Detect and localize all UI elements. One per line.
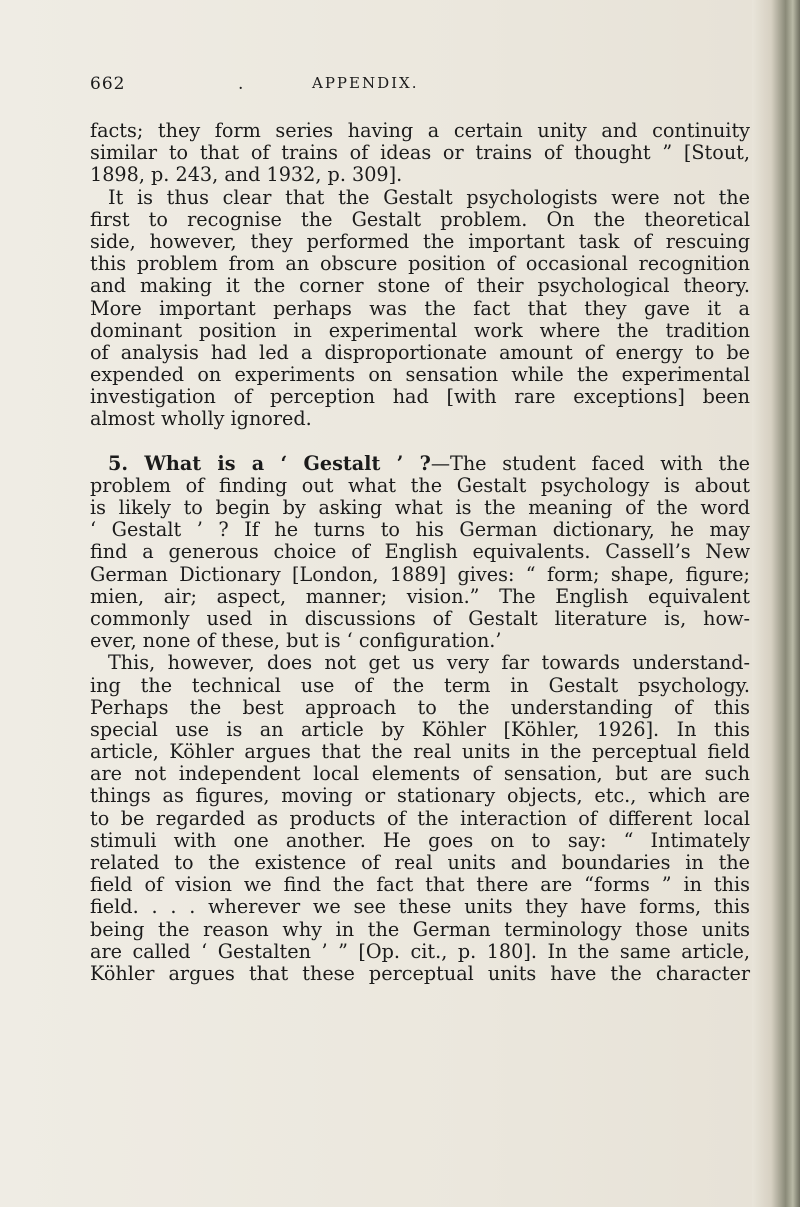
text-line: expended on experiments on sensation while the experimental bbox=[90, 363, 750, 387]
text-line: problem of finding out what the Gestalt psychology is about bbox=[90, 473, 750, 497]
text-line: side, however, they performed the important task of rescuing bbox=[90, 229, 750, 253]
text-line: Perhaps the best approach to the understanding of this bbox=[90, 695, 750, 719]
text-line: things as figures, moving or stationary objects, etc., which are bbox=[90, 784, 750, 808]
text-line: More important perhaps was the fact that they gave it a bbox=[90, 296, 750, 320]
text-line: related to the existence of real units and boundaries in the bbox=[90, 851, 750, 874]
text-line: facts; they form series having a certain unity and continuity bbox=[90, 119, 750, 142]
text-line: are called ‘ Gestalten ’ ” [Op. cit., p. 180]. In the same article, bbox=[90, 939, 750, 963]
text-line: stimuli with one another. He goes on to say: “ Intimately bbox=[90, 828, 750, 852]
text-line: special use is an article by Köhler [Köhler, 1926]. In this bbox=[90, 717, 750, 741]
text-line: German Dictionary [London, 1889] gives: “ form; shape, figure; bbox=[90, 562, 750, 586]
text-line: first to recognise the Gestalt problem. On the theoretical bbox=[90, 207, 750, 231]
section-heading: 5. What is a ‘ Gestalt ’ ? bbox=[108, 451, 431, 475]
text-line: field. . . . wherever we see these units they have forms, this bbox=[90, 895, 750, 919]
text-line: almost wholly ignored. bbox=[90, 407, 312, 431]
text-line: investigation of perception had [with rare exceptions] been bbox=[90, 385, 750, 409]
text-line: and making it the corner stone of their psychological theory. bbox=[90, 274, 750, 298]
page-edge-shadow bbox=[752, 0, 800, 1207]
header-separator: . bbox=[238, 74, 245, 94]
text-line: ing the technical use of the term in Gestalt psychology. bbox=[90, 673, 750, 697]
text-line: This, however, does not get us very far towards understand- bbox=[108, 651, 750, 675]
text-line: ‘ Gestalt ’ ? If he turns to his German dictionary, he may bbox=[90, 518, 750, 542]
text-line: being the reason why in the German terminology those units bbox=[90, 917, 750, 941]
text-line: mien, air; aspect, manner; vision.” The English equivalent bbox=[90, 584, 750, 608]
text-line: 1898, p. 243, and 1932, p. 309]. bbox=[90, 163, 403, 187]
text-line: similar to that of trains of ideas or trains of thought ” [Stout, bbox=[90, 141, 750, 165]
section-first-line-text: —The student faced with the bbox=[430, 451, 750, 475]
text-line: ever, none of these, but is ‘ configuration.’ bbox=[90, 629, 502, 653]
text-line: Köhler argues that these perceptual units have the character bbox=[90, 961, 750, 985]
text-line: to be regarded as products of the interaction of different local bbox=[90, 806, 750, 830]
paragraph-gap bbox=[90, 431, 750, 453]
text-line: dominant position in experimental work where the tradition bbox=[90, 318, 750, 342]
page-number: 662 bbox=[90, 74, 126, 94]
section-first-line bbox=[90, 453, 750, 475]
text-line: field of vision we find the fact that there are “forms ” in this bbox=[90, 873, 750, 897]
running-title: APPENDIX. bbox=[312, 74, 419, 92]
text-line: of analysis had led a disproportionate amount of energy to be bbox=[90, 340, 750, 364]
text-line: this problem from an obscure position of occasional recognition bbox=[90, 252, 750, 276]
text-line: is likely to begin by asking what is the meaning of the word bbox=[90, 496, 750, 519]
text-line: find a generous choice of English equivalents. Cassell’s New bbox=[90, 540, 750, 564]
text-line: It is thus clear that the Gestalt psychologists were not the bbox=[108, 185, 750, 209]
text-line: article, Köhler argues that the real units in the perceptual field bbox=[90, 740, 750, 764]
text-line: commonly used in discussions of Gestalt literature is, how- bbox=[90, 606, 750, 630]
running-header bbox=[90, 74, 750, 98]
body-text bbox=[90, 120, 750, 985]
text-line: are not independent local elements of sensation, but are such bbox=[90, 762, 750, 786]
